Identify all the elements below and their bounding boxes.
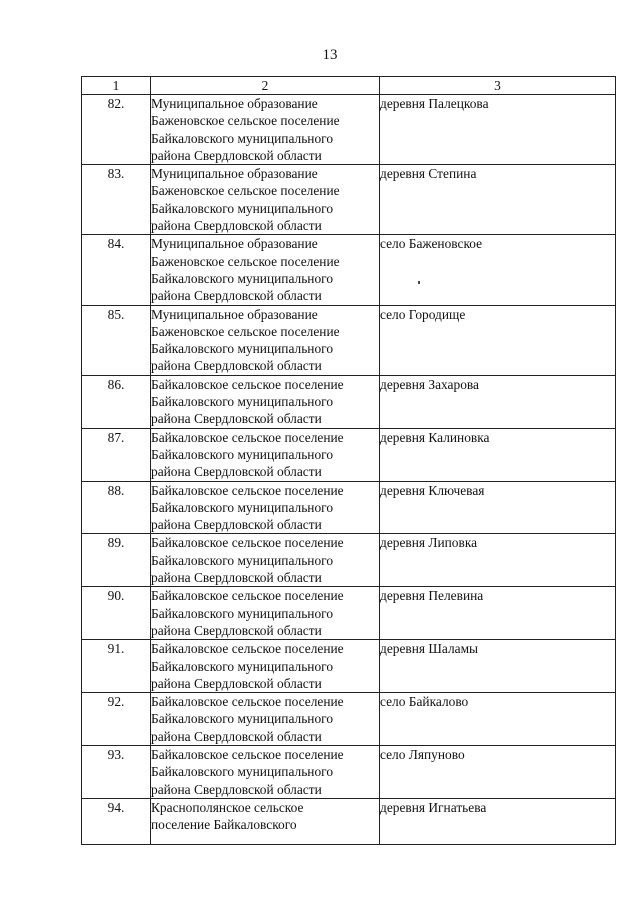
municipality-cell: Байкаловское сельское поселение Байкаловского муниципального района Свердловской области — [151, 587, 380, 640]
municipality-cell: Байкаловское сельское поселение Байкаловского муниципального района Свердловской области — [151, 640, 380, 693]
row-number: 89. — [82, 534, 151, 587]
row-number: 87. — [82, 428, 151, 481]
row-number: 84. — [82, 235, 151, 305]
municipality-cell: Муниципальное образование Баженовское сельское поселение Байкаловского муниципального района Свердловской области — [151, 95, 380, 165]
row-number: 93. — [82, 745, 151, 798]
row-number: 82. — [82, 95, 151, 165]
table-row — [82, 375, 616, 428]
settlement-cell: деревня Захарова — [380, 375, 616, 428]
municipality-cell: Байкаловское сельское поселение Байкаловского муниципального района Свердловской области — [151, 428, 380, 481]
row-number: 94. — [82, 798, 151, 844]
municipality-cell: Байкаловское сельское поселение Байкаловского муниципального района Свердловской области — [151, 693, 380, 746]
settlement-cell: село Байкалово — [380, 693, 616, 746]
page-number: 13 — [322, 47, 338, 63]
municipality-cell: Краснополянское сельское поселение Байкаловского — [151, 798, 380, 844]
settlement-cell: село Баженовское — [380, 235, 616, 305]
table-row — [82, 235, 616, 305]
municipality-cell: Байкаловское сельское поселение Байкаловского муниципального района Свердловской области — [151, 375, 380, 428]
table-row — [82, 693, 616, 746]
row-number: 86. — [82, 375, 151, 428]
settlement-cell: село Ляпуново — [380, 745, 616, 798]
settlement-cell: деревня Калиновка — [380, 428, 616, 481]
settlements-table — [81, 76, 616, 845]
municipality-cell: Байкаловское сельское поселение Байкаловского муниципального района Свердловской области — [151, 745, 380, 798]
row-number: 92. — [82, 693, 151, 746]
column-header-2: 2 — [151, 77, 380, 95]
settlement-cell: деревня Шаламы — [380, 640, 616, 693]
table-row — [82, 428, 616, 481]
settlement-cell: деревня Пелевина — [380, 587, 616, 640]
settlement-cell: село Городище — [380, 305, 616, 375]
row-number: 90. — [82, 587, 151, 640]
municipality-cell: Муниципальное образование Баженовское сельское поселение Байкаловского муниципального района Свердловской области — [151, 235, 380, 305]
row-number: 85. — [82, 305, 151, 375]
settlement-cell: деревня Игнатьева — [380, 798, 616, 844]
table-row — [82, 95, 616, 165]
scan-speck — [418, 281, 420, 284]
municipality-cell: Байкаловское сельское поселение Байкаловского муниципального района Свердловской области — [151, 534, 380, 587]
settlement-cell: деревня Липовка — [380, 534, 616, 587]
table-row — [82, 534, 616, 587]
municipality-cell: Байкаловское сельское поселение Байкаловского муниципального района Свердловской области — [151, 481, 380, 534]
table-row — [82, 798, 616, 844]
table-row — [82, 481, 616, 534]
table-row — [82, 165, 616, 235]
column-header-1: 1 — [82, 77, 151, 95]
municipality-cell: Муниципальное образование Баженовское сельское поселение Байкаловского муниципального района Свердловской области — [151, 305, 380, 375]
row-number: 83. — [82, 165, 151, 235]
table-row — [82, 745, 616, 798]
row-number: 91. — [82, 640, 151, 693]
municipality-cell: Муниципальное образование Баженовское сельское поселение Байкаловского муниципального района Свердловской области — [151, 165, 380, 235]
settlement-cell: деревня Ключевая — [380, 481, 616, 534]
table-row — [82, 587, 616, 640]
table-row — [82, 640, 616, 693]
column-header-3: 3 — [380, 77, 616, 95]
row-number: 88. — [82, 481, 151, 534]
settlement-cell: деревня Степина — [380, 165, 616, 235]
settlement-cell: деревня Палецкова — [380, 95, 616, 165]
table-row — [82, 305, 616, 375]
table-header-row — [82, 77, 616, 95]
